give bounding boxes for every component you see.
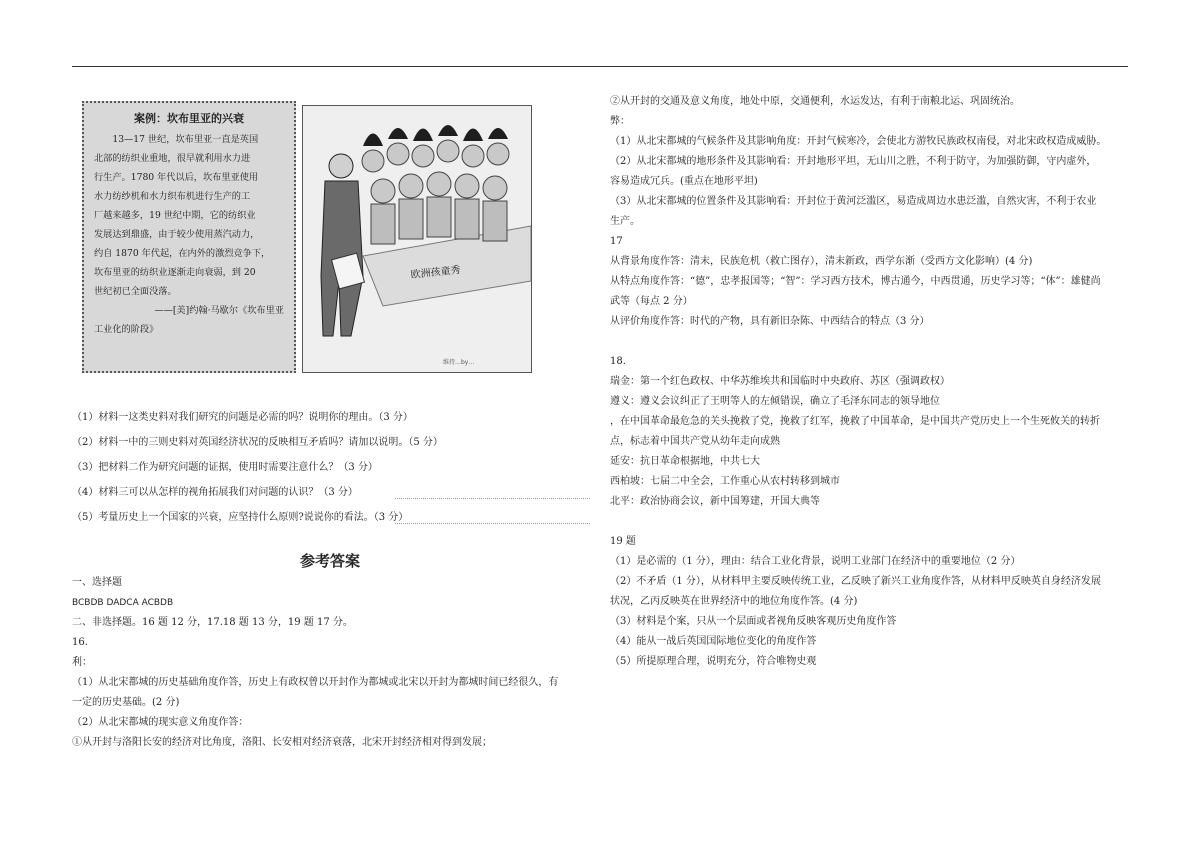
case-line: 行生产。1780 年代以后，坎布里亚使用 [94, 172, 259, 183]
case-title: 案例：坎布里亚的兴衰 [134, 112, 244, 125]
dotted-rule [395, 523, 590, 524]
answer-line: BCBDB DADCA ACBDB [72, 598, 174, 608]
case-source: 工业化的阶段》 [94, 324, 159, 335]
answer-line: 北平：政治协商会议，新中国筹建，开国大典等 [610, 496, 820, 507]
answer-line: 18. [610, 356, 626, 367]
case-line: 发展达到鼎盛，由于较少使用蒸汽动力， [94, 229, 260, 240]
answer-line: （5）所提原理合理，说明充分，符合唯物史观 [610, 656, 817, 667]
answer-line: ，在中国革命最危急的关头挽救了党，挽救了红军，挽救了中国革命，是中国共产党历史上一个生死攸关的转折 [610, 416, 1100, 427]
answer-line: 容易造成冗兵。(重点在地形平坦) [610, 176, 758, 187]
answer-line: 弊： [610, 116, 630, 127]
answer-title: 参考答案 [299, 552, 360, 570]
cartoon-label: 欧洲孩童秀 [410, 264, 462, 281]
case-source: ——[美]约翰·马歇尔《坎布里亚 [154, 305, 284, 316]
case-line: 水力纺纱机和水力织布机进行生产的工 [94, 191, 251, 202]
answer-line: 从评价角度作答：时代的产物，具有新旧杂陈、中西结合的特点（3 分） [610, 316, 930, 327]
dotted-rule [395, 498, 590, 499]
question-item: （4）材料三可以从怎样的视角拓展我们对问题的认识？（3 分） [72, 487, 358, 498]
answer-line: （2）从北宋都城的地形条件及其影响看：开封地形平坦，无山川之胜，不利于防守，为加强防御，守内虚外， [610, 156, 1097, 167]
question-list [72, 405, 592, 530]
answer-line: （1）是必需的（1 分），理由：结合工业化背景，说明工业部门在经济中的重要地位（2 分） [610, 556, 1021, 567]
answer-line: 17 [610, 236, 623, 247]
answer-line: （3）从北宋都城的位置条件及其影响看：开封位于黄河泛滥区，易造成周边水患泛滥，自然灾害，不利于农业 [610, 196, 1097, 207]
question-item: （2）材料一中的三则史料对英国经济状况的反映相互矛盾吗？请加以说明。（5 分） [72, 437, 443, 448]
answer-line: （3）材料是个案，只从一个层面或者视角反映客观历史角度作答 [610, 616, 897, 627]
answer-line: 遵义：遵义会议纠正了王明等人的左倾错误，确立了毛泽东同志的领导地位 [610, 396, 940, 407]
answer-line: 瑞金：第一个红色政权、中华苏维埃共和国临时中央政府、苏区（强调政权） [610, 376, 950, 387]
answer-line: 19 题 [610, 536, 636, 547]
case-line: 13—17 世纪，坎布里亚一直是英国 [112, 134, 259, 145]
right-answers [610, 92, 1130, 672]
case-line: 北部的纺织业重地，很早就利用水力进 [94, 153, 251, 164]
answer-line: 利： [72, 657, 92, 668]
answer-line: 二、非选择题。16 题 12 分，17.18 题 13 分，19 题 17 分。 [72, 617, 353, 628]
question-item: （5）考量历史上一个国家的兴衰，应坚持什么原则?说说你的看法。（3 分） [72, 512, 409, 523]
cartoon-illustration [303, 106, 531, 372]
answer-line: 西柏坡：七届二中全会，工作重心从农村转移到城市 [610, 476, 840, 487]
answer-line [610, 332, 1130, 352]
case-study-box [82, 101, 296, 373]
answer-line: 点，标志着中国共产党从幼年走向成熟 [610, 436, 780, 447]
cartoon-caption: 维持…by… [443, 359, 475, 366]
answer-line: 状况，乙丙反映英在世界经济中的地位角度作答。(4 分) [610, 596, 858, 607]
answer-line: 一、选择题 [72, 577, 122, 588]
political-cartoon [302, 105, 532, 373]
left-answers [72, 573, 597, 753]
case-line: 坎布里亚的纺织业逐渐走向衰弱，到 20 [94, 267, 256, 278]
answer-line: （2）不矛盾（1 分），从材料甲主要反映传统工业，乙反映了新兴工业角度作答，从材料甲反映英自身经济发展 [610, 576, 1101, 587]
case-line: 约自 1870 年代起，在内外的激烈竞争下， [94, 248, 271, 259]
answer-line: 一定的历史基础。(2 分) [72, 697, 180, 708]
question-item: （3）把材料二作为研究问题的证据，使用时需要注意什么？（3 分） [72, 462, 378, 473]
answer-line: 延安：抗日革命根据地，中共七大 [610, 456, 760, 467]
answer-line: 武等（每点 2 分） [610, 296, 693, 307]
answer-line: 16. [72, 637, 88, 648]
answer-line: （2）从北宋都城的现实意义角度作答： [72, 717, 249, 728]
answer-line: 从特点角度作答：“德”，忠孝报国等；“智”：学习西方技术，博古通今，中西贯通，历史学习等；“体”：雄健尚 [610, 276, 1101, 287]
case-line: 世纪初已全面没落。 [94, 286, 177, 297]
answer-line: ①从开封与洛阳长安的经济对比角度，洛阳、长安相对经济衰落，北宋开封经济相对得到发展； [72, 737, 492, 748]
answer-line: ②从开封的交通及意义角度，地处中原，交通便利，水运发达，有利于南粮北运、巩固统治。 [610, 96, 1020, 107]
answer-line: （1）从北宋都城的历史基础角度作答，历史上有政权曾以开封作为都城或北宋以开封为都城时间已经很久，有 [72, 677, 559, 688]
answer-line: 生产。 [610, 216, 640, 227]
answer-line: （4）能从一战后英国国际地位变化的角度作答 [610, 636, 817, 647]
answer-line: 从背景角度作答：清末，民族危机（救亡图存），清末新政，西学东渐（受西方文化影响）(4 分) [610, 256, 1033, 267]
answer-line: （1）从北宋都城的气候条件及其影响角度：开封气候寒冷，会使北方游牧民族政权南侵，对北宋政权造成威胁。 [610, 136, 1107, 147]
question-item: （1）材料一这类史料对我们研究的问题是必需的吗？说明你的理由。（3 分） [72, 412, 413, 423]
header-rule [72, 66, 1128, 67]
answer-line [610, 512, 1130, 532]
case-line: 厂越来越多，19 世纪中期，它的纺织业 [94, 210, 256, 221]
